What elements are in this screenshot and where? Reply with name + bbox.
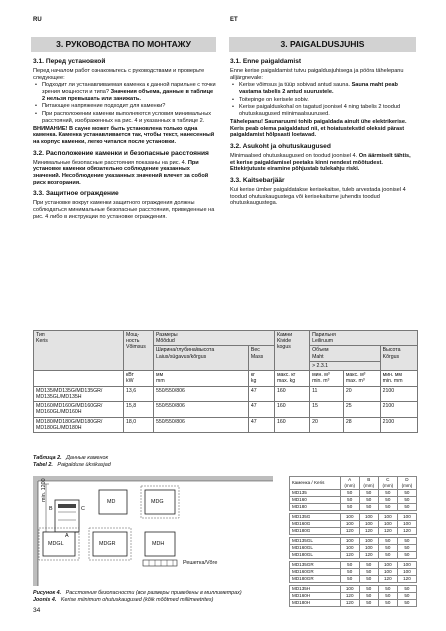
cell-distance: 50 <box>378 545 397 552</box>
cell-distance: 50 <box>397 490 416 497</box>
cell-distance: 100 <box>378 569 397 576</box>
cell-heater: MD160H <box>290 593 341 600</box>
header-d: D (mm) <box>397 477 416 490</box>
cell-distance: 100 <box>340 521 359 528</box>
table-header-row <box>34 331 418 346</box>
checklist <box>33 82 217 124</box>
cell-distance: 50 <box>340 490 359 497</box>
cell-heater: MD135 <box>290 490 341 497</box>
table-row <box>290 586 417 593</box>
cell-distance: 50 <box>397 504 416 511</box>
cell-distance: 100 <box>397 569 416 576</box>
cell-distance: 120 <box>397 528 416 535</box>
item-text: Подходит ли устанавливаемая каменка к данной парильне с точки зрения мощности и типа? <box>42 82 216 96</box>
table-row <box>290 538 417 545</box>
cell-height: 2100 <box>380 402 417 417</box>
cell-heater: MD135GR <box>290 562 341 569</box>
language-code-ru: RU <box>33 17 42 23</box>
cell-distance: 50 <box>378 490 397 497</box>
checklist <box>230 82 417 118</box>
table-row <box>290 497 417 504</box>
heater-label-mdh: MDH <box>152 541 165 547</box>
header-b: B (mm) <box>359 477 378 490</box>
paragraph-intro: Перед началом работ ознакомьтесь с руководствами и проверьте следующее: <box>33 67 205 81</box>
column-et <box>230 58 417 208</box>
cell-distance: 50 <box>397 600 416 607</box>
heater-stones <box>58 504 76 508</box>
warning-text: Tähelepanu! Saunaruumi tohib paigaldada ainult ühe elektrikerise. Keris peab olema paigaldatud nii, et hoiatustekstid oleksid pärast paigaldamist hõlpsasti loetavad. <box>230 118 407 139</box>
item-bold-text: Значения объема, данные в таблице 2 нельзя превышать или занижать. <box>42 89 214 102</box>
cell-distance: 120 <box>378 528 397 535</box>
caption-label: Joonis 4. <box>33 597 57 603</box>
header-note: > 2.3.1 <box>310 361 381 370</box>
cell-distance: 120 <box>340 528 359 535</box>
cell-distance: 100 <box>378 514 397 521</box>
cell-heater: MD135H <box>290 586 341 593</box>
cell-distance: 50 <box>359 576 378 583</box>
list-item <box>230 82 417 95</box>
label-c: C <box>81 506 85 512</box>
cell-distance: 50 <box>378 586 397 593</box>
cell-distance: 50 <box>378 538 397 545</box>
caption-label: Таблица 2. <box>33 455 62 461</box>
cell-vmax: 20 <box>343 386 380 401</box>
caption-text: Kerise miinimum ohutuskaugused (kõik mõõtmed millimeetrites) <box>60 597 214 603</box>
cell-distance: 50 <box>359 593 378 600</box>
label-a: A <box>65 533 69 539</box>
cell-distance: 100 <box>378 521 397 528</box>
cell-distance: 100 <box>397 521 416 528</box>
cell-distance: 50 <box>340 504 359 511</box>
wall-hatch <box>38 476 273 481</box>
caption-label: Tabel 2. <box>33 462 53 468</box>
warning-text: ВНИМАНИЕ! В сауне может быть установлена только одна каменка. Каменка устанавливается так, чтобы текст, нанесенный на корпус каменки, легко читался после установки. <box>33 125 215 145</box>
heater-data-table <box>33 330 418 433</box>
distance-table <box>289 476 417 607</box>
cell-distance: 100 <box>340 586 359 593</box>
cell-distance: 100 <box>340 538 359 545</box>
placement-bold-text: При установке каменки обязательно соблюдение указанных значений. Несоблюдение указанных значений влечет за собой риск возгорания. <box>33 159 209 186</box>
table-row <box>290 600 417 607</box>
heater-label-mdgl: MDGL <box>48 541 64 547</box>
heater-label-mdg: MDG <box>151 499 164 505</box>
heading-placement: 3.2. Расположение каменки и безопасные расстояния <box>33 149 209 157</box>
table-row <box>34 417 418 432</box>
cell-distance: 50 <box>359 600 378 607</box>
header-dims-sub: Ширина/глубина/высота Laius/sügavus/kõrgus <box>154 346 249 371</box>
item-text: Kerise võimsus ja tüüp sobivad antud sauna. <box>239 82 351 89</box>
caption-text: Данные каменок <box>66 455 109 461</box>
item-bold-text: Sauna maht peab vastama tabelis 2 antud suurustele. <box>239 82 398 96</box>
cell-distance: 50 <box>340 562 359 569</box>
table-row <box>290 514 417 521</box>
cell-distance: 120 <box>378 576 397 583</box>
cell-distance: 50 <box>359 586 378 593</box>
cell-distance: 50 <box>397 593 416 600</box>
cell-stones: 160 <box>274 386 309 401</box>
cell-distance: 100 <box>359 521 378 528</box>
heading-guard: 3.3. Kaitsebarjäär <box>230 176 285 184</box>
table-row <box>290 562 417 569</box>
header-heater: Каменка / Keris <box>290 477 341 490</box>
cell-distance: 50 <box>359 504 378 511</box>
cell-heater: MD180 <box>290 504 341 511</box>
grate-drawing <box>143 560 177 566</box>
cell-distance: 120 <box>397 576 416 583</box>
heading-before-install: 3.1. Enne paigaldamist <box>230 58 302 65</box>
cell-distance: 100 <box>397 514 416 521</box>
cell-type: MD135/MD135G/MD135GR/ MD135GL/MD135H <box>34 386 124 401</box>
cell-heater: MD160GR <box>290 569 341 576</box>
distance-table-body <box>290 490 417 607</box>
section-title-ru: 3. РУКОВОДСТВА ПО МОНТАЖУ <box>31 37 216 52</box>
cell-heater: MD135G <box>290 514 341 521</box>
unit-type <box>34 371 124 386</box>
unit-height: мин. мм min. mm <box>380 371 417 386</box>
unit-vmin: мин. м³ min. m³ <box>310 371 344 386</box>
cell-vmin: 15 <box>310 402 344 417</box>
table-row <box>290 552 417 559</box>
cell-distance: 100 <box>359 545 378 552</box>
header-volume: Объем Maht <box>310 346 381 361</box>
paragraph-guard: Kui kerise ümber paigaldatakse kerisekaitse, tuleb arvestada joonisel 4 toodud ohutuskaugustega või kerisekaitsme juhendis toodud ohutuskaugustega. <box>230 186 406 207</box>
cell-weight: 47 <box>248 386 274 401</box>
list-item <box>33 82 217 102</box>
cell-distance: 120 <box>359 528 378 535</box>
cell-vmin: 11 <box>310 386 344 401</box>
heater-label-mdgr: MDGR <box>99 541 116 547</box>
cell-type: MD160/MD160G/MD160GR/ MD160GL/MD160H <box>34 402 124 417</box>
header-dims: Размеры Mõõdud <box>154 331 275 346</box>
language-code-et: ET <box>230 17 238 23</box>
unit-weight: кг kg <box>248 371 274 386</box>
cell-height: 2100 <box>380 417 417 432</box>
placement-bold-text: On äärmiselt tähtis, et kerise paigaldamisel peetaks kinni nendest mõõtudest. Ettekirjutuste eiramine põhjustab tulekahju riski. <box>230 152 411 173</box>
cell-dims: 550/550/806 <box>154 402 249 417</box>
caption-label: Рисунок 4. <box>33 590 62 596</box>
caption-text: Paigalduse üksikasjad <box>57 462 111 468</box>
cell-distance: 50 <box>359 569 378 576</box>
cell-distance: 50 <box>359 562 378 569</box>
cell-power: 15,8 <box>124 402 154 417</box>
grate-label: Решетка/Võre <box>183 560 218 566</box>
cell-power: 13,6 <box>124 386 154 401</box>
heading-before-install: 3.1. Перед установкой <box>33 58 106 65</box>
figure-caption-ru <box>33 590 242 596</box>
heading-guard: 3.3. Защитное ограждение <box>33 190 119 198</box>
header-power: Мощ- ность Võimsus <box>124 331 154 371</box>
table-header-row <box>290 477 417 490</box>
section-title-et: 3. PAIGALDUSJUHIS <box>229 37 416 52</box>
paragraph-placement <box>33 160 217 187</box>
wall-hatch <box>33 476 38 586</box>
cell-heater: MD180H <box>290 600 341 607</box>
table-row <box>290 569 417 576</box>
list-item: • Kerise paigalduskohal on tagatud joonisel 4 ning tabelis 2 toodud ohutuskaugused miinimaalsuurused. <box>230 104 417 117</box>
cell-distance: 50 <box>340 569 359 576</box>
header-c: C (mm) <box>378 477 397 490</box>
placement-text: Minimaalsed ohutuskaugused on toodud joonisel 4. <box>230 152 358 159</box>
cell-weight: 47 <box>248 417 274 432</box>
cell-distance: 50 <box>397 545 416 552</box>
caption-text: Расстояния безопасности (все размеры приведены в миллиметрах) <box>65 590 242 596</box>
cell-stones: 160 <box>274 417 309 432</box>
cell-weight: 47 <box>248 402 274 417</box>
table-row <box>34 402 418 417</box>
cell-distance: 50 <box>378 504 397 511</box>
cell-dims: 550/550/806 <box>154 386 249 401</box>
list-item: • При расположении каменки выполняются условия минимальных расстояний, изображенных на рис. 4 и указанных в таблице 2. <box>33 111 217 124</box>
figure-caption-et <box>33 597 213 603</box>
header-weight: Вес Mass <box>248 346 274 371</box>
cell-heater: MD135GL <box>290 538 341 545</box>
cell-distance: 50 <box>378 600 397 607</box>
cell-heater: MD180GR <box>290 576 341 583</box>
cell-distance: 50 <box>378 497 397 504</box>
table-row <box>290 521 417 528</box>
table-row <box>290 528 417 535</box>
floor-plan-drawing <box>33 476 283 586</box>
cell-distance: 50 <box>378 552 397 559</box>
cell-stones: 160 <box>274 402 309 417</box>
cell-distance: 50 <box>397 586 416 593</box>
list-item: • Toitepinge on kerisele sobiv. <box>230 97 417 104</box>
header-stones: Камни Kivide kogus <box>274 331 309 371</box>
table-row <box>290 593 417 600</box>
cell-distance: 100 <box>340 545 359 552</box>
table-row <box>290 490 417 497</box>
paragraph-guard: При установке вокруг каменки защитного ограждения должны соблюдаться минимальные безопасные расстояния, приведенные на рис. 4 либо в инструкции по установке ограждения. <box>33 200 215 220</box>
paragraph-intro: Enne kerise paigaldamist tutvu paigaldusjuhisega ja pööra tähelepanu alljärgnevale: <box>230 67 404 81</box>
cell-distance: 50 <box>359 497 378 504</box>
table-caption-ru <box>33 455 108 461</box>
label-b: B <box>49 506 53 512</box>
cell-distance: 50 <box>340 576 359 583</box>
heading-placement: 3.2. Asukoht ja ohutuskaugused <box>230 142 331 150</box>
cell-distance: 100 <box>397 562 416 569</box>
cell-distance: 50 <box>340 497 359 504</box>
cell-distance: 120 <box>359 552 378 559</box>
unit-vmax: макс. м³ max. m³ <box>343 371 380 386</box>
cell-heater: MD160 <box>290 497 341 504</box>
cell-heater: MD160G <box>290 521 341 528</box>
header-a: A (mm) <box>340 477 359 490</box>
cell-vmax: 28 <box>343 417 380 432</box>
cell-distance: 100 <box>340 514 359 521</box>
table-row <box>34 386 418 401</box>
table-row <box>290 576 417 583</box>
min-height-label: min. 1200 <box>41 478 47 502</box>
cell-distance: 120 <box>340 600 359 607</box>
cell-heater: MD160GL <box>290 545 341 552</box>
table-row <box>290 504 417 511</box>
cell-vmax: 25 <box>343 402 380 417</box>
header-height: Высота Kõrgus <box>380 346 417 371</box>
cell-distance: 120 <box>340 593 359 600</box>
cell-heater: MD180GL <box>290 552 341 559</box>
table-units-row <box>34 371 418 386</box>
cell-vmin: 20 <box>310 417 344 432</box>
page-number: 34 <box>33 607 41 614</box>
cell-power: 18,0 <box>124 417 154 432</box>
cell-distance: 100 <box>378 562 397 569</box>
table-row <box>290 545 417 552</box>
cell-dims: 550/550/806 <box>154 417 249 432</box>
cell-heater: MD180G <box>290 528 341 535</box>
cell-distance: 120 <box>340 552 359 559</box>
unit-stones: макс. кг max. kg <box>274 371 309 386</box>
cell-distance: 100 <box>359 538 378 545</box>
cell-distance: 50 <box>397 552 416 559</box>
cell-distance: 50 <box>397 538 416 545</box>
cell-distance: 50 <box>359 490 378 497</box>
table-caption-et <box>33 462 111 468</box>
cell-distance: 50 <box>378 593 397 600</box>
unit-dims: мм mm <box>154 371 249 386</box>
cell-distance: 50 <box>397 497 416 504</box>
cell-distance: 100 <box>359 514 378 521</box>
cell-height: 2100 <box>380 386 417 401</box>
column-ru <box>33 58 217 221</box>
placement-text: Минимальные безопасные расстояния показаны на рис. 4. <box>33 159 187 166</box>
header-room: Парильня Leiliruum <box>310 331 418 346</box>
unit-power: кВт kW <box>124 371 154 386</box>
paragraph-placement <box>230 153 417 173</box>
list-item: • Питающее напряжение подходит для каменки? <box>33 103 217 110</box>
cell-type: MD180/MD180G/MD180GR/ MD180GL/MD180H <box>34 417 124 432</box>
heater-label-md: MD <box>107 499 116 505</box>
header-type: Тип Keris <box>34 331 124 371</box>
